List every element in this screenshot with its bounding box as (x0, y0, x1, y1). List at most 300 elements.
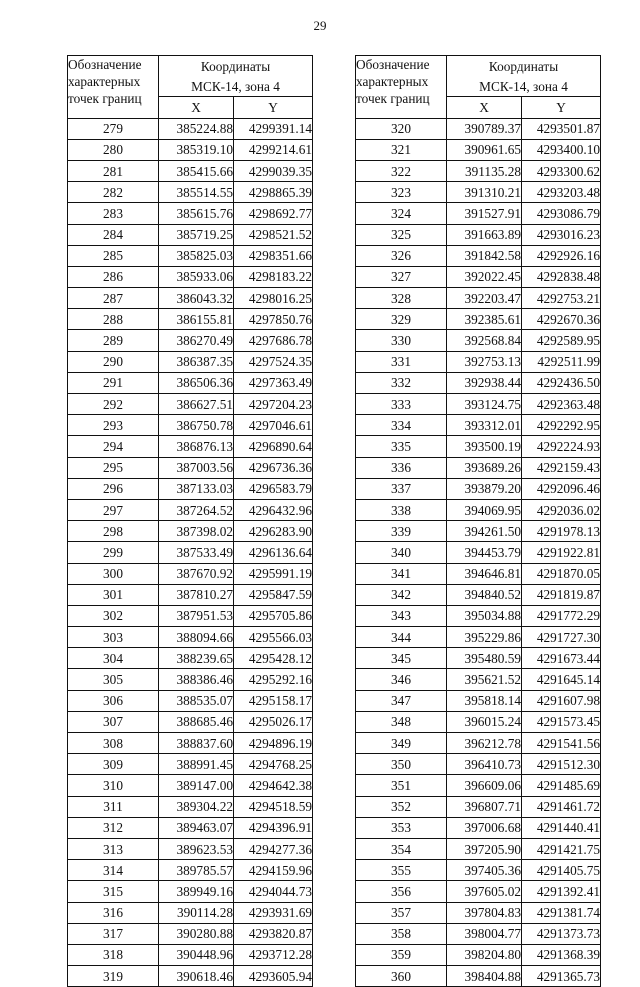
table-row (68, 923, 313, 944)
y-coordinate-cell: 4297204.23 (234, 394, 313, 415)
x-coordinate-cell: 386387.35 (159, 351, 234, 372)
table-row (68, 669, 313, 690)
x-coordinate-cell: 395229.86 (447, 627, 522, 648)
point-id-cell: 343 (356, 605, 447, 626)
point-id-cell: 304 (68, 648, 159, 669)
x-coordinate-cell: 397804.83 (447, 902, 522, 923)
point-id-cell: 347 (356, 690, 447, 711)
table-row (68, 796, 313, 817)
table-row (356, 224, 601, 245)
table-row (68, 266, 313, 287)
y-coordinate-cell: 4295428.12 (234, 648, 313, 669)
point-id-cell: 309 (68, 754, 159, 775)
y-coordinate-cell: 4292670.36 (522, 309, 601, 330)
table-row (68, 436, 313, 457)
point-id-cell: 346 (356, 669, 447, 690)
designation-line-1: Обозначение (356, 57, 430, 72)
point-id-cell: 344 (356, 627, 447, 648)
x-coordinate-cell: 386506.36 (159, 372, 234, 393)
y-column-header: Y (522, 97, 601, 118)
x-coordinate-cell: 393312.01 (447, 415, 522, 436)
x-coordinate-cell: 395818.14 (447, 690, 522, 711)
x-coordinate-cell: 393879.20 (447, 478, 522, 499)
y-coordinate-cell: 4293712.28 (234, 944, 313, 965)
header-row (68, 56, 313, 77)
table-row (356, 966, 601, 987)
point-id-cell: 330 (356, 330, 447, 351)
x-coordinate-cell: 386155.81 (159, 309, 234, 330)
x-coordinate-cell: 389949.16 (159, 881, 234, 902)
y-coordinate-cell: 4295991.19 (234, 563, 313, 584)
point-id-cell: 327 (356, 266, 447, 287)
x-coordinate-cell: 392385.61 (447, 309, 522, 330)
table-row (356, 627, 601, 648)
x-coordinate-cell: 392568.84 (447, 330, 522, 351)
y-coordinate-cell: 4294518.59 (234, 796, 313, 817)
point-id-cell: 283 (68, 203, 159, 224)
x-coordinate-cell: 398404.88 (447, 966, 522, 987)
y-coordinate-cell: 4291365.73 (522, 966, 601, 987)
point-id-cell: 287 (68, 288, 159, 309)
y-coordinate-cell: 4291392.41 (522, 881, 601, 902)
table-row (356, 923, 601, 944)
point-id-cell: 323 (356, 182, 447, 203)
x-coordinate-cell: 388991.45 (159, 754, 234, 775)
y-coordinate-cell: 4295026.17 (234, 711, 313, 732)
y-coordinate-cell: 4298016.25 (234, 288, 313, 309)
x-coordinate-cell: 395480.59 (447, 648, 522, 669)
y-coordinate-cell: 4297850.76 (234, 309, 313, 330)
x-coordinate-cell: 388535.07 (159, 690, 234, 711)
table-row (68, 902, 313, 923)
point-id-cell: 289 (68, 330, 159, 351)
x-coordinate-cell: 397205.90 (447, 838, 522, 859)
x-coordinate-cell: 388837.60 (159, 733, 234, 754)
y-coordinate-cell: 4293016.23 (522, 224, 601, 245)
y-coordinate-cell: 4292292.95 (522, 415, 601, 436)
point-id-cell: 353 (356, 817, 447, 838)
coordinate-system: МСК-14, зона 4 (159, 76, 313, 97)
table-row (68, 542, 313, 563)
table-row (68, 203, 313, 224)
designation-header (356, 56, 447, 119)
y-coordinate-cell: 4292159.43 (522, 457, 601, 478)
y-coordinate-cell: 4299214.61 (234, 139, 313, 160)
x-coordinate-cell: 391663.89 (447, 224, 522, 245)
point-id-cell: 300 (68, 563, 159, 584)
point-id-cell: 352 (356, 796, 447, 817)
y-coordinate-cell: 4298183.22 (234, 266, 313, 287)
x-coordinate-cell: 388386.46 (159, 669, 234, 690)
point-id-cell: 320 (356, 118, 447, 139)
point-id-cell: 303 (68, 627, 159, 648)
y-coordinate-cell: 4293820.87 (234, 923, 313, 944)
y-coordinate-cell: 4291485.69 (522, 775, 601, 796)
point-id-cell: 295 (68, 457, 159, 478)
point-id-cell: 293 (68, 415, 159, 436)
y-coordinate-cell: 4293501.87 (522, 118, 601, 139)
table-row (356, 182, 601, 203)
table-row (356, 542, 601, 563)
point-id-cell: 290 (68, 351, 159, 372)
point-id-cell: 332 (356, 372, 447, 393)
x-coordinate-cell: 389147.00 (159, 775, 234, 796)
y-coordinate-cell: 4295158.17 (234, 690, 313, 711)
table-row (356, 690, 601, 711)
point-id-cell: 280 (68, 139, 159, 160)
y-coordinate-cell: 4291922.81 (522, 542, 601, 563)
x-column-header: X (447, 97, 522, 118)
x-coordinate-cell: 385933.06 (159, 266, 234, 287)
table-row (356, 860, 601, 881)
x-coordinate-cell: 390448.96 (159, 944, 234, 965)
x-coordinate-cell: 391527.91 (447, 203, 522, 224)
point-id-cell: 321 (356, 139, 447, 160)
x-coordinate-cell: 397006.68 (447, 817, 522, 838)
table-row (356, 457, 601, 478)
point-id-cell: 349 (356, 733, 447, 754)
x-coordinate-cell: 387003.56 (159, 457, 234, 478)
x-coordinate-cell: 389785.57 (159, 860, 234, 881)
x-coordinate-cell: 396015.24 (447, 711, 522, 732)
x-coordinate-cell: 396212.78 (447, 733, 522, 754)
x-column-header: X (159, 97, 234, 118)
table-row (356, 563, 601, 584)
table-row (356, 711, 601, 732)
point-id-cell: 329 (356, 309, 447, 330)
table-row (68, 754, 313, 775)
table-row (68, 330, 313, 351)
designation-header (68, 56, 159, 119)
y-coordinate-cell: 4298692.77 (234, 203, 313, 224)
x-coordinate-cell: 388239.65 (159, 648, 234, 669)
y-coordinate-cell: 4292926.16 (522, 245, 601, 266)
point-id-cell: 282 (68, 182, 159, 203)
table-row (356, 394, 601, 415)
x-coordinate-cell: 392938.44 (447, 372, 522, 393)
x-coordinate-cell: 396609.06 (447, 775, 522, 796)
coordinates-title: Координаты (159, 56, 313, 77)
x-coordinate-cell: 396410.73 (447, 754, 522, 775)
table-row (356, 775, 601, 796)
y-coordinate-cell: 4295566.03 (234, 627, 313, 648)
y-coordinate-cell: 4297686.78 (234, 330, 313, 351)
y-coordinate-cell: 4294396.91 (234, 817, 313, 838)
point-id-cell: 305 (68, 669, 159, 690)
x-coordinate-cell: 390789.37 (447, 118, 522, 139)
y-coordinate-cell: 4296432.96 (234, 499, 313, 520)
table-row (356, 309, 601, 330)
table-row (356, 160, 601, 181)
y-coordinate-cell: 4295292.16 (234, 669, 313, 690)
y-coordinate-cell: 4293300.62 (522, 160, 601, 181)
table-row (356, 499, 601, 520)
x-coordinate-cell: 387398.02 (159, 521, 234, 542)
x-coordinate-cell: 394453.79 (447, 542, 522, 563)
y-coordinate-cell: 4295847.59 (234, 584, 313, 605)
table-row (356, 669, 601, 690)
x-coordinate-cell: 395034.88 (447, 605, 522, 626)
y-coordinate-cell: 4292036.02 (522, 499, 601, 520)
x-coordinate-cell: 392753.13 (447, 351, 522, 372)
table-row (68, 394, 313, 415)
point-id-cell: 350 (356, 754, 447, 775)
y-coordinate-cell: 4292224.93 (522, 436, 601, 457)
table-row (68, 881, 313, 902)
point-id-cell: 302 (68, 605, 159, 626)
table-row (356, 521, 601, 542)
table-row (356, 881, 601, 902)
x-coordinate-cell: 386750.78 (159, 415, 234, 436)
point-id-cell: 288 (68, 309, 159, 330)
coordinates-table-right (355, 55, 601, 987)
point-id-cell: 294 (68, 436, 159, 457)
y-coordinate-cell: 4292096.46 (522, 478, 601, 499)
table-row (68, 563, 313, 584)
table-row (68, 182, 313, 203)
x-coordinate-cell: 386876.13 (159, 436, 234, 457)
point-id-cell: 348 (356, 711, 447, 732)
point-id-cell: 351 (356, 775, 447, 796)
point-id-cell: 314 (68, 860, 159, 881)
point-id-cell: 339 (356, 521, 447, 542)
x-coordinate-cell: 388685.46 (159, 711, 234, 732)
table-row (68, 372, 313, 393)
table-row (68, 351, 313, 372)
table-row (68, 224, 313, 245)
y-coordinate-cell: 4292753.21 (522, 288, 601, 309)
point-id-cell: 358 (356, 923, 447, 944)
point-id-cell: 334 (356, 415, 447, 436)
point-id-cell: 285 (68, 245, 159, 266)
table-row (356, 415, 601, 436)
table-row (68, 309, 313, 330)
table-row (356, 902, 601, 923)
point-id-cell: 345 (356, 648, 447, 669)
table-row (68, 627, 313, 648)
y-coordinate-cell: 4294896.19 (234, 733, 313, 754)
y-coordinate-cell: 4291819.87 (522, 584, 601, 605)
point-id-cell: 318 (68, 944, 159, 965)
point-id-cell: 286 (68, 266, 159, 287)
table-row (356, 330, 601, 351)
y-coordinate-cell: 4293086.79 (522, 203, 601, 224)
y-coordinate-cell: 4296583.79 (234, 478, 313, 499)
designation-line-2: характерных (68, 74, 141, 89)
x-coordinate-cell: 390280.88 (159, 923, 234, 944)
x-coordinate-cell: 387810.27 (159, 584, 234, 605)
table-row (356, 478, 601, 499)
point-id-cell: 328 (356, 288, 447, 309)
point-id-cell: 281 (68, 160, 159, 181)
coordinates-title: Координаты (447, 56, 601, 77)
x-coordinate-cell: 395621.52 (447, 669, 522, 690)
x-coordinate-cell: 391842.58 (447, 245, 522, 266)
point-id-cell: 298 (68, 521, 159, 542)
point-id-cell: 356 (356, 881, 447, 902)
y-coordinate-cell: 4292589.95 (522, 330, 601, 351)
x-coordinate-cell: 386043.32 (159, 288, 234, 309)
y-coordinate-cell: 4291673.44 (522, 648, 601, 669)
x-coordinate-cell: 398204.80 (447, 944, 522, 965)
point-id-cell: 297 (68, 499, 159, 520)
point-id-cell: 311 (68, 796, 159, 817)
point-id-cell: 357 (356, 902, 447, 923)
y-coordinate-cell: 4292511.99 (522, 351, 601, 372)
point-id-cell: 313 (68, 838, 159, 859)
designation-line-2: характерных (356, 74, 429, 89)
y-coordinate-cell: 4291541.56 (522, 733, 601, 754)
point-id-cell: 292 (68, 394, 159, 415)
point-id-cell: 355 (356, 860, 447, 881)
table-row (356, 605, 601, 626)
table-row (68, 775, 313, 796)
point-id-cell: 322 (356, 160, 447, 181)
point-id-cell: 317 (68, 923, 159, 944)
y-column-header: Y (234, 97, 313, 118)
designation-line-3: точек границ (68, 91, 142, 106)
y-coordinate-cell: 4291381.74 (522, 902, 601, 923)
table-row (356, 584, 601, 605)
x-coordinate-cell: 390114.28 (159, 902, 234, 923)
table-row (356, 203, 601, 224)
table-row (68, 838, 313, 859)
point-id-cell: 279 (68, 118, 159, 139)
x-coordinate-cell: 387533.49 (159, 542, 234, 563)
point-id-cell: 331 (356, 351, 447, 372)
y-coordinate-cell: 4293605.94 (234, 966, 313, 987)
table-row (68, 860, 313, 881)
y-coordinate-cell: 4291368.39 (522, 944, 601, 965)
y-coordinate-cell: 4291607.98 (522, 690, 601, 711)
page-number: 29 (313, 18, 327, 33)
y-coordinate-cell: 4293400.10 (522, 139, 601, 160)
designation-line-3: точек границ (356, 91, 430, 106)
table-row (68, 690, 313, 711)
table-row (356, 796, 601, 817)
y-coordinate-cell: 4297524.35 (234, 351, 313, 372)
x-coordinate-cell: 391310.21 (447, 182, 522, 203)
point-id-cell: 325 (356, 224, 447, 245)
y-coordinate-cell: 4292436.50 (522, 372, 601, 393)
point-id-cell: 301 (68, 584, 159, 605)
y-coordinate-cell: 4291512.30 (522, 754, 601, 775)
point-id-cell: 359 (356, 944, 447, 965)
x-coordinate-cell: 385514.55 (159, 182, 234, 203)
table-row (356, 733, 601, 754)
point-id-cell: 324 (356, 203, 447, 224)
table-row (68, 605, 313, 626)
y-coordinate-cell: 4291645.14 (522, 669, 601, 690)
point-id-cell: 360 (356, 966, 447, 987)
table-row (68, 457, 313, 478)
point-id-cell: 284 (68, 224, 159, 245)
y-coordinate-cell: 4294277.36 (234, 838, 313, 859)
x-coordinate-cell: 392022.45 (447, 266, 522, 287)
table-row (356, 436, 601, 457)
x-coordinate-cell: 387264.52 (159, 499, 234, 520)
table-row (68, 817, 313, 838)
point-id-cell: 326 (356, 245, 447, 266)
header-row (356, 56, 601, 77)
y-coordinate-cell: 4299391.14 (234, 118, 313, 139)
y-coordinate-cell: 4299039.35 (234, 160, 313, 181)
table-row (356, 372, 601, 393)
point-id-cell: 299 (68, 542, 159, 563)
point-id-cell: 341 (356, 563, 447, 584)
table-row (68, 245, 313, 266)
x-coordinate-cell: 385825.03 (159, 245, 234, 266)
x-coordinate-cell: 394069.95 (447, 499, 522, 520)
table-row (68, 521, 313, 542)
x-coordinate-cell: 394261.50 (447, 521, 522, 542)
y-coordinate-cell: 4296890.64 (234, 436, 313, 457)
table-row (68, 118, 313, 139)
x-coordinate-cell: 390961.65 (447, 139, 522, 160)
table-row (356, 288, 601, 309)
y-coordinate-cell: 4291421.75 (522, 838, 601, 859)
table-row (68, 499, 313, 520)
coordinates-table-left (67, 55, 313, 987)
table-row (68, 944, 313, 965)
table-row (68, 478, 313, 499)
table-row (356, 266, 601, 287)
x-coordinate-cell: 389623.53 (159, 838, 234, 859)
y-coordinate-cell: 4291461.72 (522, 796, 601, 817)
y-coordinate-cell: 4292838.48 (522, 266, 601, 287)
y-coordinate-cell: 4291772.29 (522, 605, 601, 626)
y-coordinate-cell: 4291870.05 (522, 563, 601, 584)
x-coordinate-cell: 386627.51 (159, 394, 234, 415)
x-coordinate-cell: 386270.49 (159, 330, 234, 351)
x-coordinate-cell: 385615.76 (159, 203, 234, 224)
table-row (356, 754, 601, 775)
x-coordinate-cell: 398004.77 (447, 923, 522, 944)
table-row (68, 648, 313, 669)
x-coordinate-cell: 393124.75 (447, 394, 522, 415)
x-coordinate-cell: 394840.52 (447, 584, 522, 605)
point-id-cell: 340 (356, 542, 447, 563)
table-row (68, 733, 313, 754)
x-coordinate-cell: 397605.02 (447, 881, 522, 902)
x-coordinate-cell: 387670.92 (159, 563, 234, 584)
point-id-cell: 306 (68, 690, 159, 711)
y-coordinate-cell: 4298521.52 (234, 224, 313, 245)
x-coordinate-cell: 385224.88 (159, 118, 234, 139)
y-coordinate-cell: 4291373.73 (522, 923, 601, 944)
point-id-cell: 337 (356, 478, 447, 499)
point-id-cell: 316 (68, 902, 159, 923)
table-row (356, 245, 601, 266)
x-coordinate-cell: 385415.66 (159, 160, 234, 181)
y-coordinate-cell: 4296736.36 (234, 457, 313, 478)
y-coordinate-cell: 4291727.30 (522, 627, 601, 648)
x-coordinate-cell: 387133.03 (159, 478, 234, 499)
y-coordinate-cell: 4294159.96 (234, 860, 313, 881)
x-coordinate-cell: 385319.10 (159, 139, 234, 160)
y-coordinate-cell: 4297363.49 (234, 372, 313, 393)
y-coordinate-cell: 4297046.61 (234, 415, 313, 436)
x-coordinate-cell: 397405.36 (447, 860, 522, 881)
table-row (356, 648, 601, 669)
table-row (68, 966, 313, 987)
table-row (356, 817, 601, 838)
y-coordinate-cell: 4291573.45 (522, 711, 601, 732)
table-row (356, 139, 601, 160)
y-coordinate-cell: 4296136.64 (234, 542, 313, 563)
point-id-cell: 333 (356, 394, 447, 415)
point-id-cell: 354 (356, 838, 447, 859)
